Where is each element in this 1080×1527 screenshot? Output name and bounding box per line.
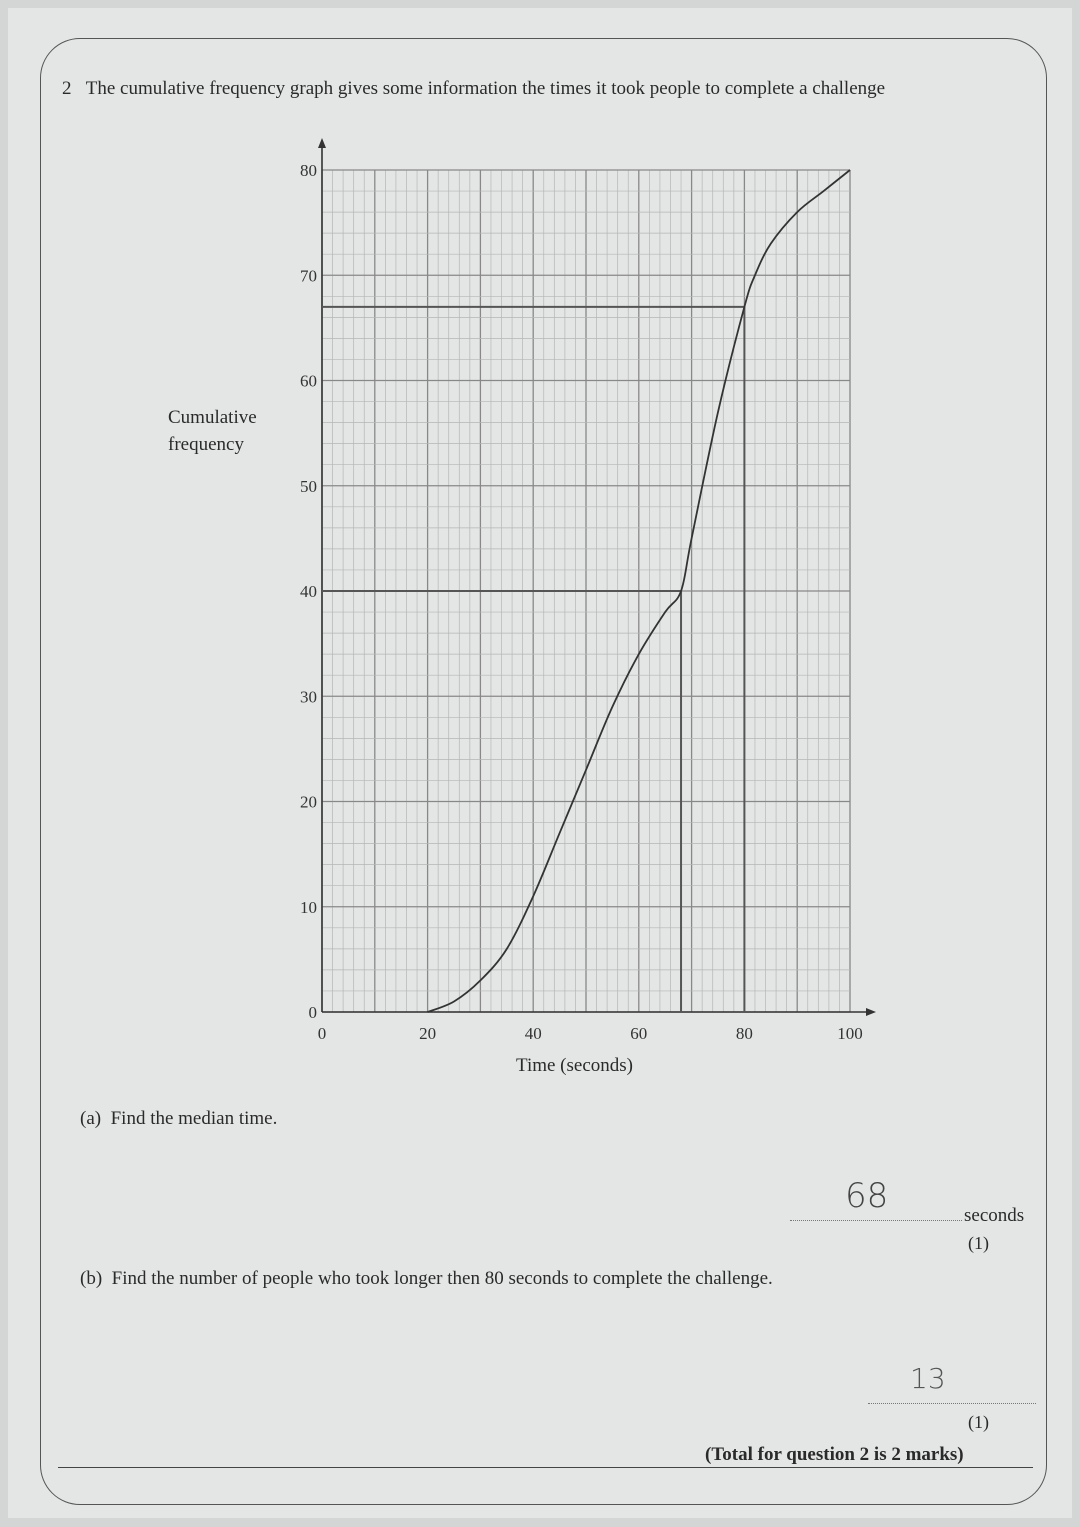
x-tick-label: 40 [524,1024,542,1043]
y-tick-label: 0 [308,1003,317,1022]
part-b-label: (b) [80,1268,103,1289]
y-tick-label: 20 [300,792,317,812]
part-b-question [80,1268,773,1290]
y-axis-label: Cumulative frequency [168,407,257,455]
question-number: 2 [62,78,72,99]
y-tick-label: 50 [300,476,317,496]
x-tick-label: 0 [317,1024,327,1043]
x-tick-label: 100 [837,1024,863,1043]
x-tick-label: 20 [419,1024,437,1043]
part-a-text: Find the median time. [110,1108,278,1129]
y-tick-label: 30 [300,687,317,707]
x-axis-arrow-icon [866,1008,876,1016]
part-b-text: Find the number of people who took longer then 80 seconds to complete the challenge. [111,1268,773,1289]
part-a-unit: seconds [964,1205,1025,1226]
y-tick-label: 70 [300,266,317,286]
x-tick-label: 60 [630,1024,648,1043]
y-tick-label: 60 [300,371,317,391]
total-marks: (Total for question 2 is 2 marks) [705,1444,964,1465]
y-tick-label: 10 [300,897,317,917]
part-a-answer[interactable]: 68 [845,1176,889,1216]
part-b-answer[interactable]: 13 [910,1362,946,1395]
part-a-marks: (1) [968,1233,989,1253]
y-axis-arrow-icon [318,138,326,148]
part-a-label: (a) [80,1108,102,1129]
y-tick-label: 40 [300,582,317,601]
part-b-answer-line [868,1403,1036,1404]
x-axis-label: Time (seconds) [516,1055,633,1076]
question-body: The cumulative frequency graph gives some information the times it took people to complete a challenge [85,78,886,99]
x-tick-label: 80 [735,1024,753,1043]
bottom-rule [58,1467,1033,1468]
y-tick-label: 80 [300,161,317,180]
part-a-answer-line [790,1220,962,1221]
part-b-marks: (1) [968,1412,989,1432]
part-a-question [80,1108,277,1130]
